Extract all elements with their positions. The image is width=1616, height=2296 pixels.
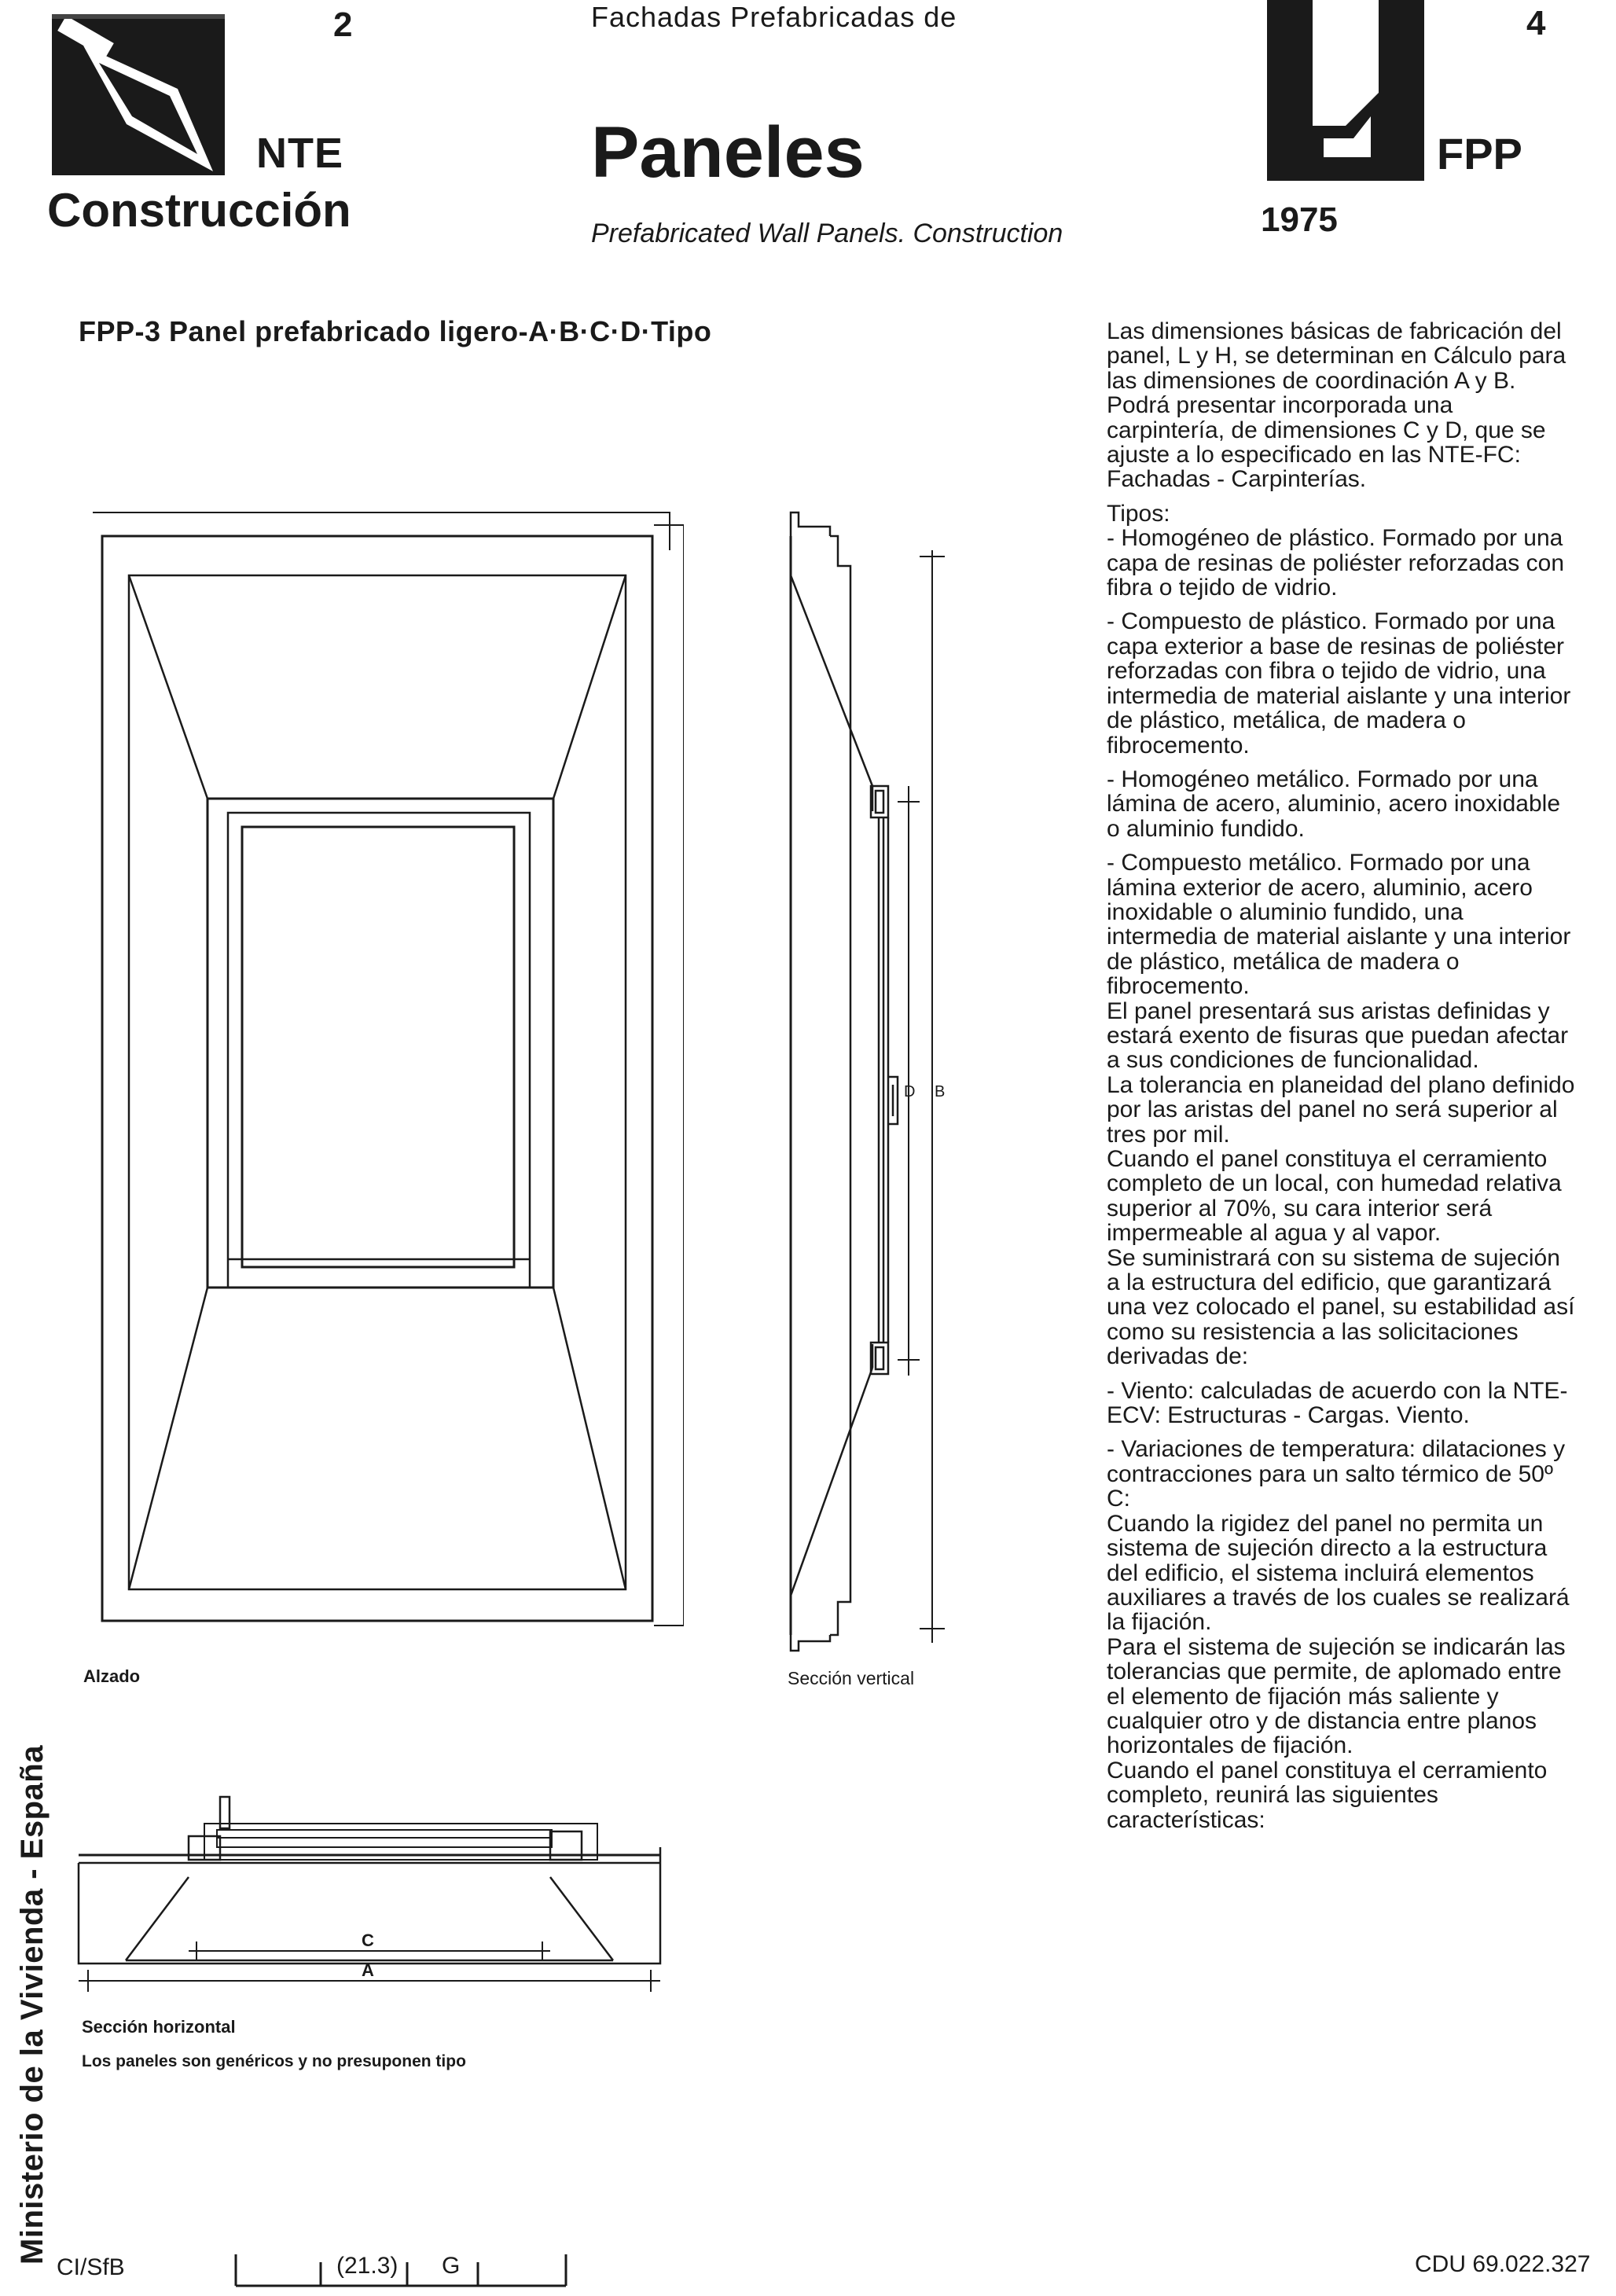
body-paragraph: - Viento: calculadas de acuerdo con la NTE-ECV: Estructuras - Cargas. Viento. bbox=[1107, 1377, 1568, 1429]
cdu-code: CDU 69.022.327 bbox=[1415, 2251, 1591, 2277]
vertical-section-label: Sección vertical bbox=[788, 1668, 915, 1688]
series-title: Fachadas Prefabricadas de bbox=[591, 1, 957, 33]
h-panel-logo bbox=[1267, 0, 1424, 181]
body-paragraph: - Compuesto de plástico. Formado por una capa exterior a base de resinas de poliéster reforzadas con fibra o tejido de vidrio, una intermedia de material aislante y una interior de plástico, metálica, de madera o fibrocemento. bbox=[1107, 608, 1571, 759]
ministerio-side-text bbox=[6, 1744, 58, 2265]
vertical-section-drawing bbox=[778, 503, 1014, 1659]
cisfb-label: CI/SfB bbox=[57, 2254, 125, 2280]
dim-d-label: D bbox=[904, 1083, 916, 1100]
body-paragraph: - Variaciones de temperatura: dilataciones y contracciones para un salto térmico de 50º C: Cuando la rigidez del panel no permita un sistema de sujeción directo a la estructura del edificio, el sistema incluirá elementos auxiliares a través de los cuales se realizará la fijación. Para el sistema de sujeción se indicarán las tolerancias que permite, de aplomado entre el elemento de fijación más saliente y cualquier otro y de distancia entre planos horizontales de fijación. Cuando el panel constituya el cerramiento completo, reunirá las siguientes características: bbox=[1107, 1436, 1570, 1833]
nte-label: NTE bbox=[256, 130, 343, 177]
class-code-2: G bbox=[442, 2253, 461, 2279]
body-paragraph: Tipos: - Homogéneo de plástico. Formado por una capa de resinas de poliéster reforzadas con fibra o tejido de vidrio. bbox=[1107, 500, 1565, 601]
elevation-label: Alzado bbox=[83, 1666, 141, 1686]
construccion-label: Construcción bbox=[47, 184, 351, 237]
nte-trowel-logo bbox=[52, 14, 225, 175]
generic-panels-note: Los paneles son genéricos y no presuponen tipo bbox=[82, 2052, 466, 2070]
subtitle: Prefabricated Wall Panels. Construction bbox=[591, 219, 1063, 248]
dim-a-label: A bbox=[362, 1960, 374, 1980]
classification-box bbox=[233, 2250, 569, 2287]
body-paragraph: Las dimensiones básicas de fabricación del panel, L y H, se determinan en Cálculo para las dimensiones de coordinación A y B. Podrá presentar incorporada una carpintería, de dimensiones C y D, que se ajuste a lo especificado en las NTE-FC: Fachadas - Carpinterías. bbox=[1107, 318, 1566, 493]
body-paragraph: - Compuesto metálico. Formado por una lámina exterior de acero, aluminio, acero inoxidable o aluminio fundido, una intermedia de material aislante y una interior de plástico, metálica de madera o fibrocemento. El panel presentará sus aristas definidas y estará exento de fisuras que puedan afectar a sus condiciones de funcionalidad. La tolerancia en planeidad del plano definido por las aristas del panel no será superior al tres por mil. Cuando el panel constituya el cerramiento completo de un local, con humedad relativa superior al 70%, su cara interior será impermeable al agua y al vapor. Se suministrará con su sistema de sujeción a la estructura del edificio, que garantizará una vez colocado el panel, su estabilidad así como su resistencia a las solicitaciones derivadas de: bbox=[1107, 850, 1575, 1370]
class-code-1: (21.3) bbox=[336, 2253, 398, 2279]
section-heading: FPP-3 Panel prefabricado ligero-A·B·C·D·Tipo bbox=[79, 315, 712, 347]
dim-b-label: B bbox=[935, 1083, 946, 1100]
elevation-drawing bbox=[93, 503, 684, 1631]
body-text-column bbox=[1107, 319, 1577, 1842]
dim-c-label: C bbox=[362, 1930, 374, 1950]
main-title: Paneles bbox=[591, 112, 865, 193]
horizontal-section-label: Sección horizontal bbox=[82, 2017, 236, 2037]
fpp-code: FPP bbox=[1437, 129, 1522, 178]
ministerio-label: Ministerio de la Vivienda - España bbox=[14, 1744, 50, 2265]
horizontal-section-drawing bbox=[63, 1775, 684, 2011]
body-paragraph: - Homogéneo metálico. Formado por una lámina de acero, aluminio, acero inoxidable o aluminio fundido. bbox=[1107, 766, 1561, 842]
page-number-right: 4 bbox=[1526, 4, 1546, 42]
page-number-left: 2 bbox=[333, 6, 353, 44]
year: 1975 bbox=[1261, 200, 1338, 239]
